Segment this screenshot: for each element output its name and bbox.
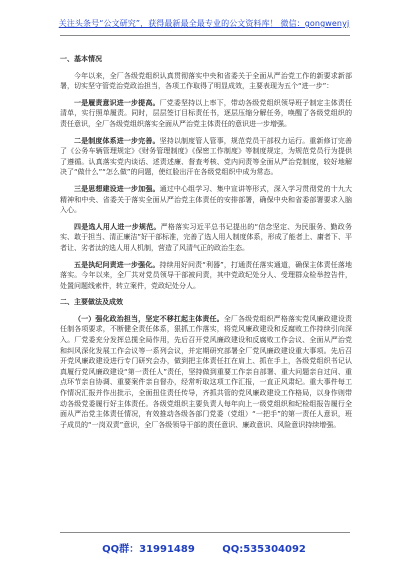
- header-banner-link[interactable]: 关注头条号“公文研究”，获得最新最全最专业的公文资料库！ 微信：gongwenyj: [58, 19, 350, 28]
- subsection-paragraph-1: [60, 314, 352, 431]
- paragraph-item-4: [60, 222, 352, 254]
- paragraph-lead: 四是选人用人进一步规范。: [74, 222, 161, 231]
- paragraph-item-5: [60, 260, 352, 292]
- header-divider: [60, 35, 350, 36]
- section-title-practices: 二、主要做法及成效: [60, 298, 123, 307]
- paragraph-text: 通过中心组学习、集中宣讲等形式，深入学习贯彻党的十九大精神和中央、省委关于落实全面从严治党主体责任的安排部署，确保中央和省委部署要求入脑入心。: [60, 184, 353, 215]
- paragraph-lead: 三是思想建设进一步加强。: [74, 184, 160, 193]
- paragraph-lead: 二是制度体系进一步完善。: [74, 136, 160, 145]
- subsection-lead: （一）强化政治担当，坚定不移扛起主体责任。: [74, 314, 224, 323]
- paragraph-text: 坚持以制度管人管事，规范党员干部权力运行。重新修订完善了《公务车辆管理规定》《财务管理制度》《保密工作制度》等制度规定，为规范党员行为提供了遵循。认真落实党内谈话、述责述廉、督查考核、党内问责等全面从严治党制度，较好地解决了“做什么”“怎么做”的问题，使红脸出汗在各级党组织中成为常态。: [60, 136, 353, 177]
- paragraph-item-2: [60, 136, 352, 178]
- paragraph-item-1: [60, 98, 352, 130]
- subsection-text: 全厂各级党组织严格落实党风廉政建设责任制各项要求，不断健全责任体系，狠抓工作落实，将党风廉政建设和反腐败工作持续引向深入。厂党委充分发挥总揽全局作用，先后召开党风廉政建设和反腐败工作会议、全面从严治党和纠风深化发展工作会议等一系列会议，并定期研究部署全厂党风廉政建设重大事项。先后召开党风廉政建设进行专门研究会办，做到把主体责任扛在肩上、抓在手上，各级党组织书记认真履行党风廉政建设“第一责任人”责任，坚持做到重要工作亲自部署、重大问题亲自过问、重点环节亲自协调、重要案件亲自督办，经常听取这项工作汇报，一直正风肃纪。重大事件每工作情况汇报并作出批示，全面扭住责任传导，齐抓共管的党风廉政建设工作格局，以身作则带动各级党委履行好主体责任。各级党组织主要负责人每年向上一级党组织和纪检组报告履行全面从严治党主体责任情况，有效推动各级各部门党委（党组）“一把手”的第一责任人意识，班子成员的“一岗双责”意识，全厂各级领导干部的责任意识、廉政意识、风险意识持续增强。: [60, 314, 353, 429]
- paragraph-text: 严格落实习近平总书记提出的“信念坚定、为民服务、勤政务实、敢于担当、清正廉洁”好干部标准，完善了选人用人制度体系，形成了能者上、庸者下、平者让、劣者汰的选人用人机制，营造了风清气正的政治生态。: [60, 222, 352, 252]
- qq-number: QQ:535304092: [222, 544, 306, 555]
- paragraph-text: 持续用好问责“利器”，打通责任落实通道，确保主体责任落地落实。今年以来，全厂共对党员领导干部被问责，其中党政纪处分人、受理群众检举控告件，处置问题线索件，转立案件，党政纪处分人。: [60, 260, 352, 290]
- paragraph-item-3: [60, 184, 352, 216]
- paragraph-text: 厂党委坚持以上率下，带动各级党组织领导班子制定主体责任清单，实行照单履责。同时，层层签订目标责任书，逐层压缩分解任务，唤醒了各级党组织的责任意识，全厂各级党组织落实全面从严治党主体责任的意识进一步增强。: [60, 98, 353, 128]
- footer-contacts: [0, 540, 408, 555]
- intro-paragraph: 今年以来，全厂各级党组织认真贯彻落实中央和省委关于全面从严治党工作的新要求新部署，切实坚守管党治党政治担当，各项工作取得了明显成效，主要表现为五个“进一步”：: [60, 71, 352, 91]
- qq-group-number: QQ群：31991489: [102, 544, 195, 555]
- section-title-basic: 一、基本情况: [60, 55, 102, 63]
- paragraph-lead: 一是履责意识进一步提高。: [74, 98, 160, 107]
- paragraph-lead: 五是执纪问责进一步强化。: [74, 260, 160, 269]
- document-body: [60, 54, 352, 436]
- footer-divider: [60, 532, 350, 533]
